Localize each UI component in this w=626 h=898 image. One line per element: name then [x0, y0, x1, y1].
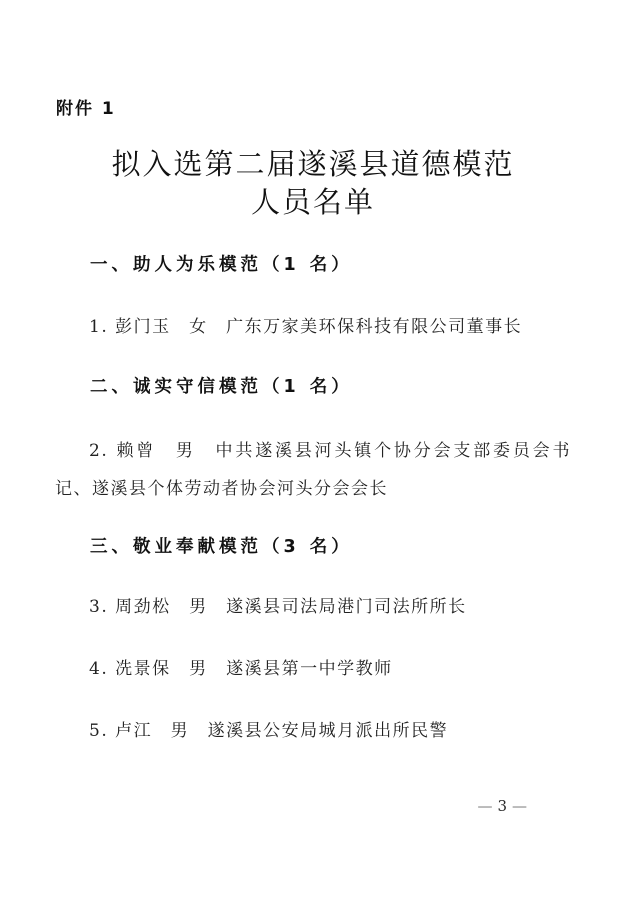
document-title-line-2: 人员名单 [250, 185, 375, 219]
page-number [473, 797, 532, 815]
person-item: 3. 周劲松 男 遂溪县司法局港门司法所所长 [89, 597, 467, 617]
person-item: 5. 卢江 男 遂溪县公安局城月派出所民警 [89, 721, 449, 741]
person-item: 2. 赖曾 男 中共遂溪县河头镇个协分会支部委员会书记、遂溪县个体劳动者协会河头分会会长 [55, 441, 571, 499]
person-item: 1. 彭门玉 女 广东万家美环保科技有限公司董事长 [89, 317, 523, 337]
section-heading-helpfulness: 一、助人为乐模范（1 名） [90, 255, 353, 275]
attachment-label: 附件 1 [56, 99, 116, 119]
document-body [55, 253, 571, 750]
document-title-line-1: 拟入选第二届遂溪县道德模范 [111, 147, 515, 181]
document-title [0, 145, 626, 221]
section-heading-dedication: 三、敬业奉献模范（3 名） [90, 537, 353, 557]
person-item: 4. 冼景保 男 遂溪县第一中学教师 [89, 659, 393, 679]
page-number-dash-left: — [477, 797, 494, 815]
page-number-value: 3 [497, 797, 508, 815]
section-heading-honesty: 二、诚实守信模范（1 名） [90, 377, 353, 397]
page-number-dash-right: — [512, 797, 528, 815]
